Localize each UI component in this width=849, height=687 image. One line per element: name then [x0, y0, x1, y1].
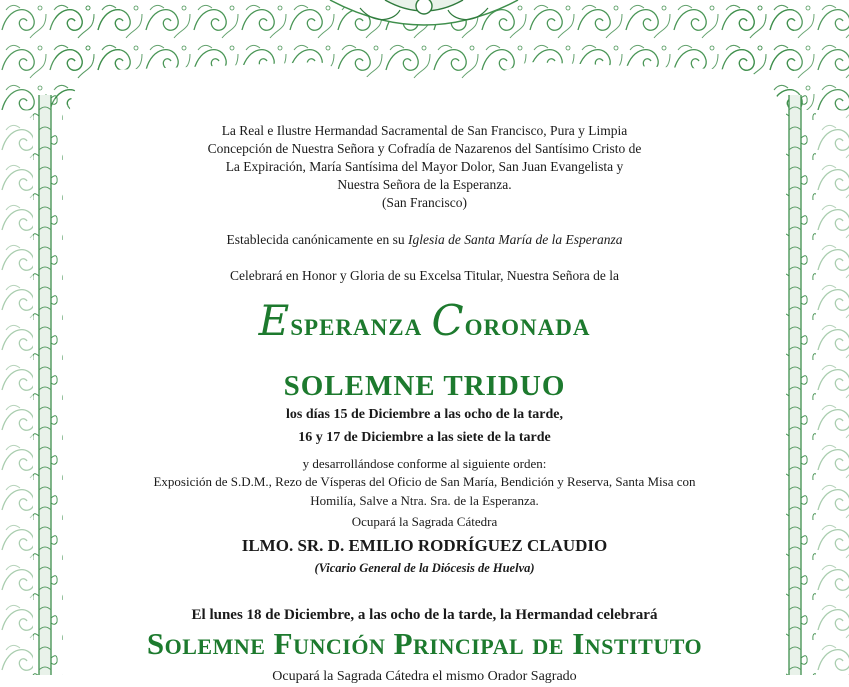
hermandad-line-2: Concepción de Nuestra Señora y Cofradía de Nazarenos del Santísimo Cristo de — [207, 141, 642, 156]
hermandad-line-4: Nuestra Señora de la Esperanza. — [337, 177, 512, 192]
titular-heading — [60, 296, 789, 350]
funcion-intro: El lunes 18 de Diciembre, a las ocho de la tarde, la Hermandad celebrará — [191, 607, 658, 623]
hermandad-line-5: (San Francisco) — [381, 195, 468, 210]
funcion-title: Solemne Función Principal de Instituto — [146, 626, 703, 661]
titular-word-2: oronada — [464, 307, 591, 343]
establecida-line — [60, 230, 789, 249]
titular-initial-1: E — [258, 296, 291, 345]
hermandad-line-3: La Expiración, María Santísima del Mayor Dolor, San Juan Evangelista y — [225, 159, 624, 174]
orden-line-2: Homilía, Salve a Ntra. Sra. de la Esperanza. — [310, 493, 539, 508]
establecida-church: Iglesia de Santa María de la Esperanza — [407, 232, 623, 247]
establecida-prefix: Establecida canónicamente en su — [226, 232, 408, 247]
hermandad-line-1: La Real e Ilustre Hermandad Sacramental de San Francisco, Pura y Limpia — [221, 123, 628, 138]
orden-line-1: Exposición de S.D.M., Rezo de Vísperas del Oficio de San María, Bendición y Reserva, Santa Misa con — [153, 474, 696, 489]
titular-word-1: speranza — [290, 307, 423, 343]
funcion-cut-line: Ocupará la Sagrada Cátedra el mismo Orador Sagrado — [272, 669, 577, 684]
triduo-title: SOLEMNE TRIDUO — [283, 370, 566, 402]
titular-initial-2: C — [431, 296, 465, 345]
triduo-date-1: los días 15 de Diciembre a las ocho de la tarde, — [285, 407, 563, 422]
predicador-cargo: (Vicario General de la Diócesis de Huelva) — [314, 561, 535, 575]
orden-intro: y desarrollándose conforme al siguiente orden: — [302, 456, 547, 471]
celebrara-line: Celebrará en Honor y Gloria de su Excelsa Titular, Nuestra Señora de la — [230, 268, 619, 283]
predicador-name: ILMO. SR. D. EMILIO RODRÍGUEZ CLAUDIO — [241, 536, 608, 555]
triduo-date-2: 16 y 17 de Diciembre a las siete de la tarde — [298, 430, 551, 445]
catedra-line: Ocupará la Sagrada Cátedra — [351, 514, 498, 529]
